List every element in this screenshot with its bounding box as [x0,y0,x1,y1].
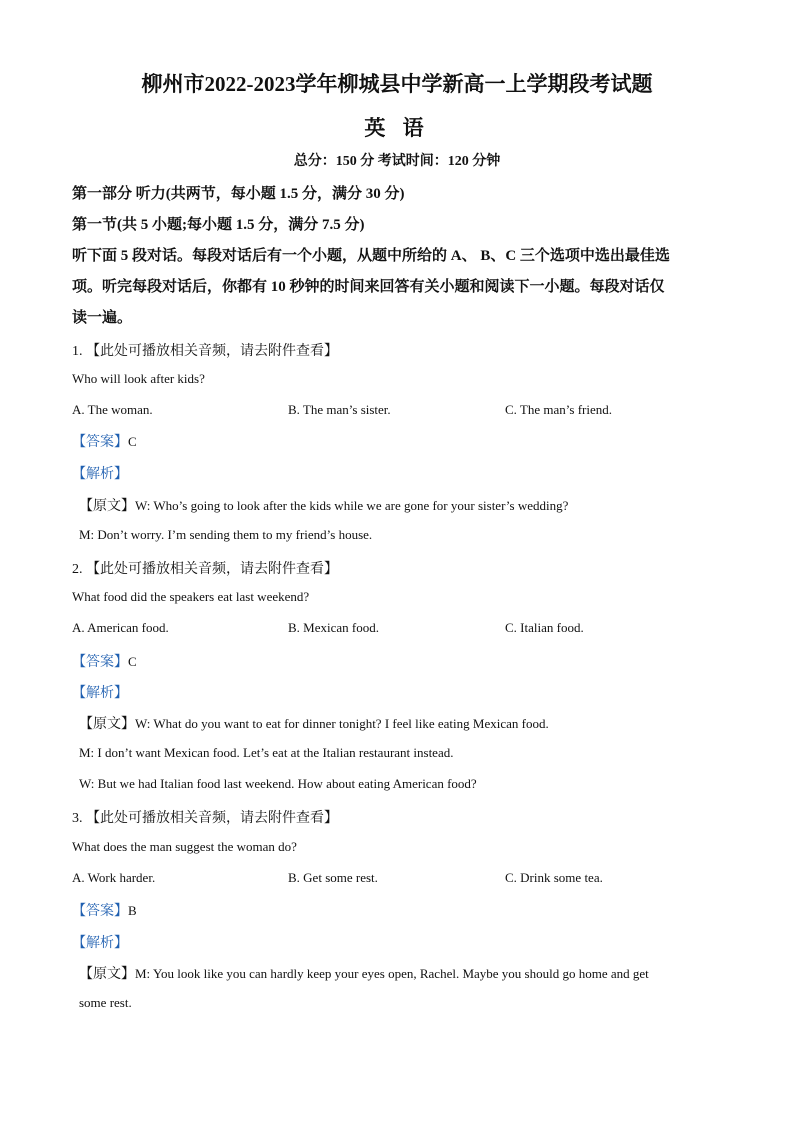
analysis-label: 【解析】 [72,686,128,701]
answer-row [72,900,137,920]
audio-note[interactable]: 【此处可播放相关音频，请去附件查看】 [86,344,338,359]
option-a: A. American food. [72,620,169,635]
question-header [72,558,338,578]
exam-title: 柳州市2022-2023学年柳城县中学新高一上学期段考试题 [141,72,653,96]
question-text: What food did the speakers eat last weekend? [72,589,310,604]
instruction-line: 读一遍。 [72,310,133,326]
original-label: 【原文】 [79,499,135,514]
answer-row [72,431,137,451]
instruction-line: 项。听完每段对话后，你都有 10 秒钟的时间来回答有关小题和阅读下一小题。每段对话仅 [72,279,665,295]
transcript-line: some rest. [79,995,132,1010]
answer-label: 【答案】 [72,435,128,450]
option-b: B. Get some rest. [288,870,378,885]
question-header [72,340,338,360]
transcript-line: M: Don’t worry. I’m sending them to my friend’s house. [79,527,373,542]
option-c: C. The man’s friend. [505,402,612,417]
question-text: Who will look after kids? [72,371,205,386]
answer-value: C [128,434,137,449]
audio-note[interactable]: 【此处可播放相关音频，请去附件查看】 [86,811,338,826]
answer-label: 【答案】 [72,904,128,919]
instruction-line: 听下面 5 段对话。每段对话后有一个小题，从题中所给的 A、 B、C 三个选项中选出最佳选 [72,248,670,264]
transcript-line [79,495,568,515]
original-label: 【原文】 [79,967,135,982]
question-number: 3. [72,811,83,826]
transcript-line [79,713,549,733]
analysis-label: 【解析】 [72,936,128,951]
transcript-text: M: You look like you can hardly keep your eyes open, Rachel. Maybe you should go home and get [135,966,649,981]
option-a: A. The woman. [72,402,153,417]
score-info: 总分：150 分 考试时间：120 分钟 [293,154,501,169]
question-number: 2. [72,562,83,577]
option-c: C. Drink some tea. [505,870,603,885]
question-number: 1. [72,344,83,359]
answer-label: 【答案】 [72,655,128,670]
option-a: A. Work harder. [72,870,156,885]
answer-row [72,651,137,671]
answer-value: C [128,654,137,669]
transcript-text: W: What do you want to eat for dinner tonight? I feel like eating Mexican food. [135,716,549,731]
answer-value: B [128,903,137,918]
transcript-line [79,963,649,983]
subsection-heading: 第一节(共 5 小题;每小题 1.5 分，满分 7.5 分) [72,217,365,233]
audio-note[interactable]: 【此处可播放相关音频，请去附件查看】 [86,562,338,577]
option-c: C. Italian food. [505,620,584,635]
transcript-line: W: But we had Italian food last weekend. How about eating American food? [79,776,477,791]
question-header [72,807,338,827]
question-text: What does the man suggest the woman do? [72,839,297,854]
option-b: B. The man’s sister. [288,402,391,417]
transcript-text: W: Who’s going to look after the kids while we are gone for your sister’s wedding? [135,498,569,513]
part-heading: 第一部分 听力(共两节，每小题 1.5 分，满分 30 分) [72,186,405,202]
original-label: 【原文】 [79,717,135,732]
analysis-label: 【解析】 [72,467,128,482]
transcript-line: M: I don’t want Mexican food. Let’s eat at the Italian restaurant instead. [79,745,454,760]
option-b: B. Mexican food. [288,620,379,635]
subject-title: 英 语 [364,116,430,140]
